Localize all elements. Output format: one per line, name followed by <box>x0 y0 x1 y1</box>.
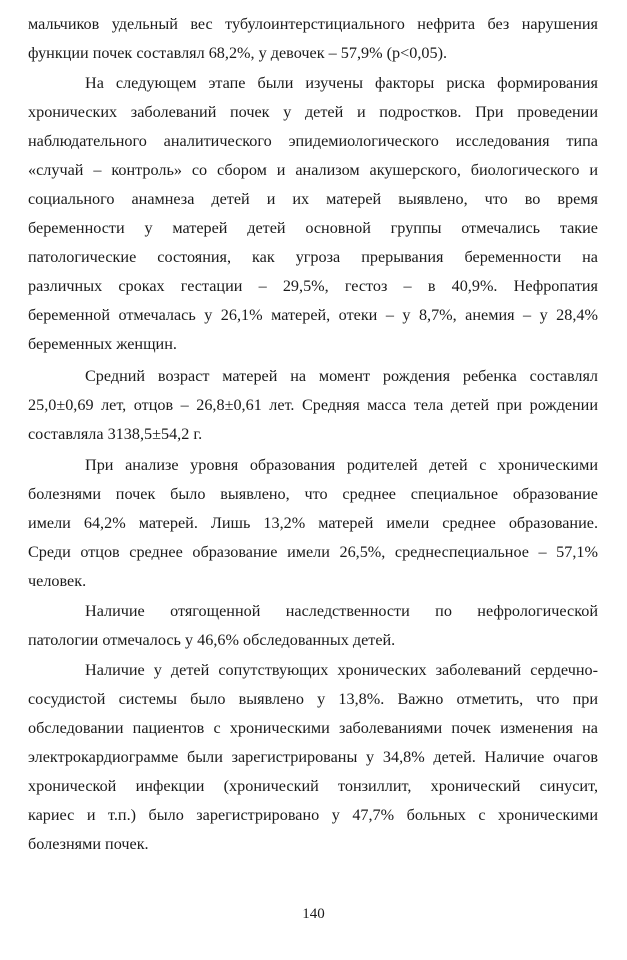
text-line: наблюдательного аналитического эпидемиологического исследования типа <box>28 132 598 150</box>
text-line: различных сроках гестации – 29,5%, гестоз – в 40,9%. Нефропатия <box>28 277 598 295</box>
text-line: беременной отмечалась у 26,1% матерей, отеки – у 8,7%, анемия – у 28,4% <box>28 306 598 324</box>
text-line: обследовании пациентов с хроническими заболеваниями почек изменения на <box>28 719 598 737</box>
text-line: «случай – контроль» со сбором и анализом акушерского, биологического и <box>28 161 598 179</box>
text-line: человек. <box>28 572 87 590</box>
text-line: патологические состояния, как угроза прерывания беременности на <box>28 248 598 266</box>
text-line: функции почек составлял 68,2%, у девочек – 57,9% (p<0,05). <box>28 44 448 62</box>
text-line: электрокардиограмме были зарегистрированы у 34,8% детей. Наличие очагов <box>28 748 598 766</box>
paragraph-first-line: Средний возраст матерей на момент рождения ребенка составлял <box>85 367 598 385</box>
text-line: составляла 3138,5±54,2 г. <box>28 425 203 443</box>
text-line: болезнями почек было выявлено, что среднее специальное образование <box>28 485 598 503</box>
text-line: мальчиков удельный вес тубулоинтерстициального нефрита без нарушения <box>28 15 598 33</box>
text-line: кариес и т.п.) было зарегистрировано у 47,7% больных с хроническими <box>28 806 598 824</box>
text-line: хронической инфекции (хронический тонзиллит, хронический синусит, <box>28 777 598 795</box>
text-line: сосудистой системы было выявлено у 13,8%. Важно отметить, что при <box>28 690 598 708</box>
text-line: беременности у матерей детей основной группы отмечались такие <box>28 219 598 237</box>
text-line: Среди отцов среднее образование имели 26,5%, среднеспециальное – 57,1% <box>28 543 598 561</box>
paragraph-first-line: При анализе уровня образования родителей детей с хроническими <box>85 456 598 474</box>
text-line: хронических заболеваний почек у детей и подростков. При проведении <box>28 103 598 121</box>
text-line: беременных женщин. <box>28 335 177 353</box>
text-line: имели 64,2% матерей. Лишь 13,2% матерей имели среднее образование. <box>28 514 598 532</box>
page-number: 140 <box>302 906 325 922</box>
paragraph-first-line: Наличие у детей сопутствующих хронических заболеваний сердечно- <box>85 661 598 679</box>
text-line: 25,0±0,69 лет, отцов – 26,8±0,61 лет. Средняя масса тела детей при рождении <box>28 396 598 414</box>
text-line: социального анамнеза детей и их матерей выявлено, что во время <box>28 190 598 208</box>
text-line: патологии отмечалось у 46,6% обследованных детей. <box>28 631 396 649</box>
paragraph-first-line: На следующем этапе были изучены факторы риска формирования <box>85 74 598 92</box>
paragraph-first-line: Наличие отягощенной наследственности по нефрологической <box>85 602 598 620</box>
text-line: болезнями почек. <box>28 835 149 853</box>
